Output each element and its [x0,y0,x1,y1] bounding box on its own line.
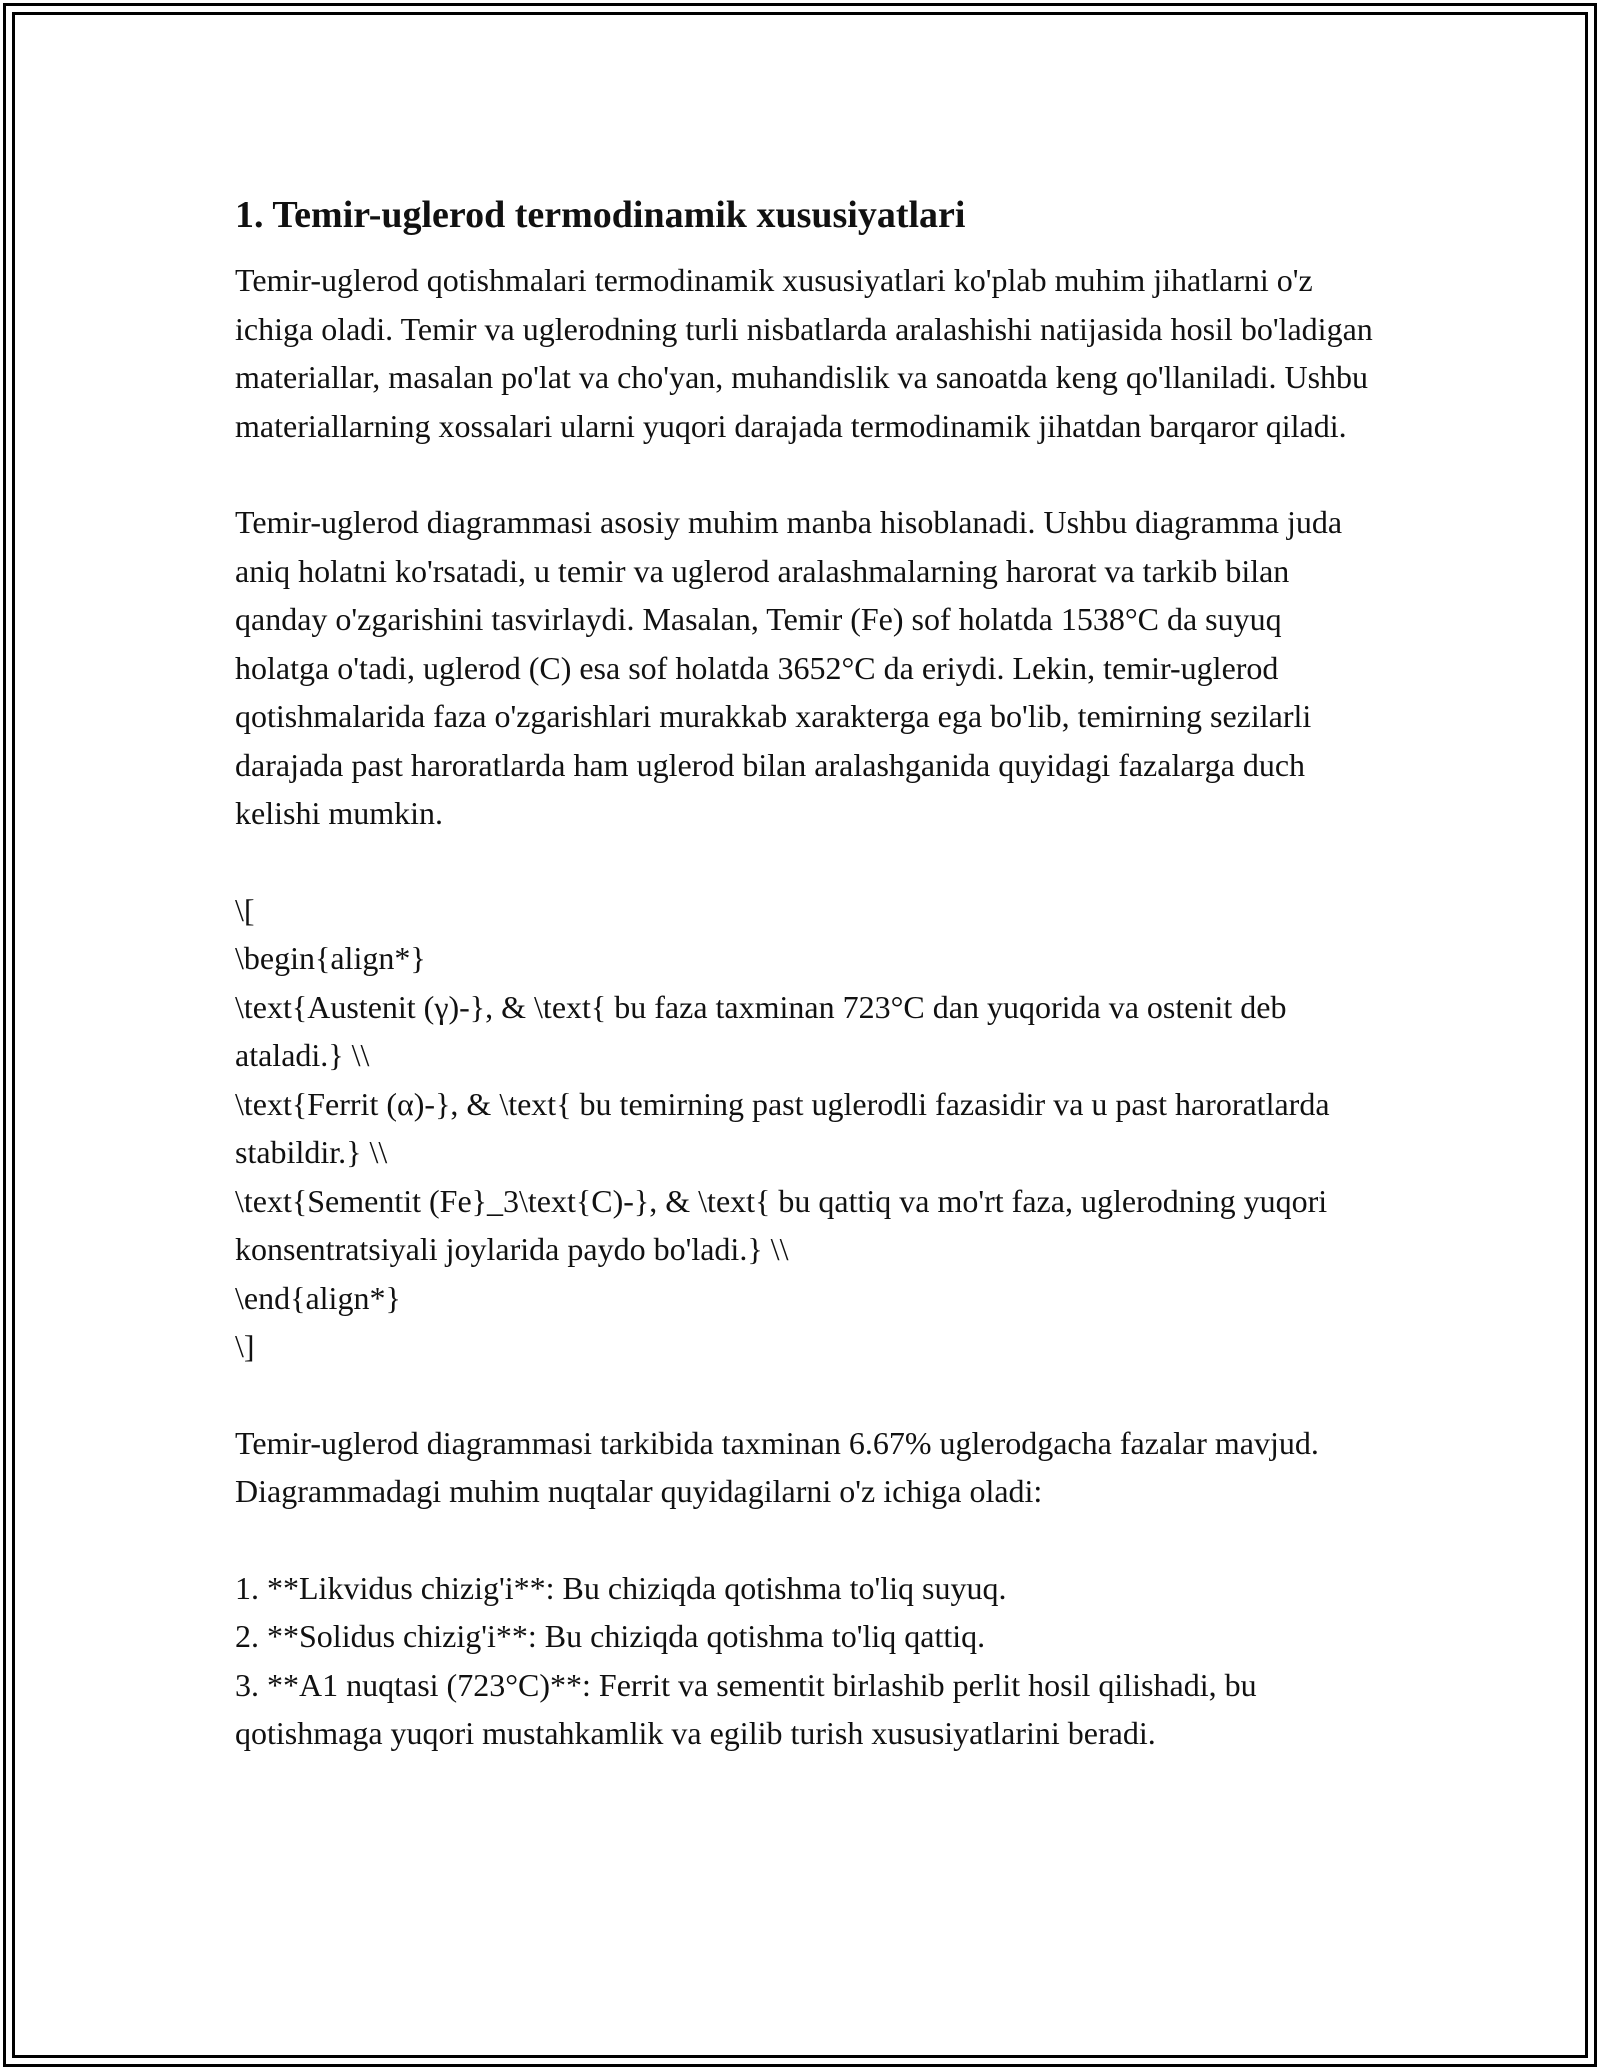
list-item: 2. **Solidus chizig'i**: Bu chiziqda qotishma to'liq qattiq. [235,1618,986,1654]
latex-row-sementit: \text{Sementit (Fe}_3\text{C)-}, & \text{ bu qattiq va mo'rt faza, uglerodning yuqori konsentratsiyali joylarida paydo bo'ladi.} \\ [235,1182,1328,1267]
latex-row-ferrit: \text{Ferrit (α)-}, & \text{ bu temirning past uglerodli fazasidir va u past haroratlarda stabildir.} \\ [235,1085,1330,1170]
latex-close: \] [235,1328,255,1364]
paragraph-gap [235,838,1375,886]
paragraph-diagram: Temir-uglerod diagrammasi asosiy muhim manba hisoblanadi. Ushbu diagramma juda aniq holatni ko'rsatadi, u temir va uglerod aralashmalarning harorat va tarkib bilan qanday o'zgarishini tasvirlaydi. Masalan, Temir (Fe) sof holatda 1538°C da suyuq holatga o'tadi, uglerod (C) esa sof holatda 3652°C da eriydi. Lekin, temir-uglerod qotishmalarida faza o'zgarishlari murakkab xarakterga ega bo'lib, temirning sezilarli darajada past haroratlarda ham uglerod bilan aralashganida quyidagi fazalarga duch kelishi mumkin. [235,504,1343,831]
paragraph-gap [235,1371,1375,1419]
paragraph-gap [235,450,1375,498]
latex-begin: \begin{align*} [235,940,426,976]
list-item: 3. **A1 nuqtasi (723°C)**: Ferrit va sementit birlashib perlit hosil qilishadi, bu qotishmaga yuqori mustahkamlik va egilib turish xususiyatlarini beradi. [235,1666,1257,1751]
document-body [235,186,1375,1758]
key-points-list [235,1564,1375,1758]
section-heading: 1. Temir-uglerod termodinamik xususiyatlari [235,194,966,236]
list-item: 1. **Likvidus chizig'i**: Bu chiziqda qotishma to'liq suyuq. [235,1569,1007,1606]
paragraph-points: Temir-uglerod diagrammasi tarkibida taxminan 6.67% uglerodgacha fazalar mavjud. Diagrammadagi muhim nuqtalar quyidagilarni o'z ichiga oladi: [235,1424,1319,1509]
latex-open: \[ [235,891,255,928]
latex-block [235,886,1375,1371]
paragraph-gap [235,1516,1375,1564]
latex-end: \end{align*} [235,1279,401,1316]
paragraph-intro: Temir-uglerod qotishmalari termodinamik xususiyatlari ko'plab muhim jihatlarni o'z ichiga oladi. Temir va uglerodning turli nisbatlarda aralashishi natijasida hosil bo'ladigan materiallar, masalan po'lat va cho'yan, muhandislik va sanoatda keng qo'llaniladi. Ushbu materiallarning xossalari ularni yuqori darajada termodinamik jihatdan barqaror qiladi. [235,262,1373,444]
latex-row-austenit: \text{Austenit (γ)-}, & \text{ bu faza taxminan 723°C dan yuqorida va ostenit deb ataladi.} \\ [235,988,1287,1073]
